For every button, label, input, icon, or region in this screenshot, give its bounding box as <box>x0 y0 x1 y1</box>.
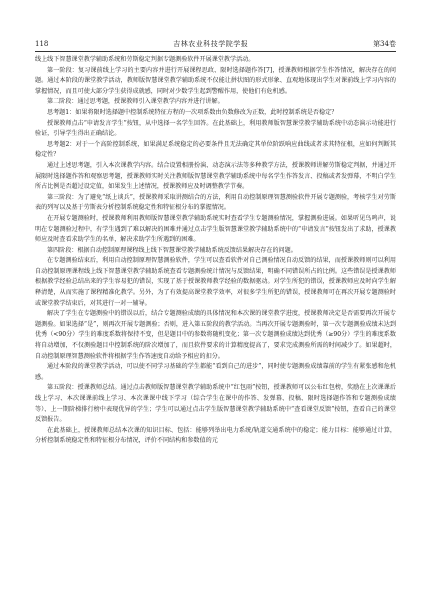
volume-label: 第34卷 <box>373 40 396 48</box>
journal-title: 吉林农业科技学院学报 <box>173 40 249 48</box>
paragraph: 授课教师点击“申请发言学生”按钮，从中选择一名学生回答。在此基础上，利用教师版智慧课堂教学辅助系统中动态演示功能进行验证，引导学生得出正确结论。 <box>35 119 396 138</box>
paragraph: 在专题测验结束后，利用自动控制原理智慧测验软件，学生可以查看软件对自己测验情况自动反馈的结果，而授课教师则可以利用自动控制原理课程线上线下智慧课堂教学辅助系统查看专题测验统计情况与反馈结果，明确不同错误所占的比例。这些错误是授课教师根据教学经验总结出来的学生容易犯的错误，实现了基于授课教师教学经验的数据驱动。对学生所犯的错误，授课教师应及时向学生解释清楚，从而实施了课程精准化教学。另外，为了有效提高课堂教学效率，对很多学生所犯的错误，授课教师可在再次开展专题测验时或课堂教学结束后，对其进行一对一辅导。 <box>35 257 396 307</box>
paragraph: 通过本阶段的课堂教学活动，可以使不同学习基础的学生都能“看到自己的进步”，同时使专题测验成绩靠前的学生有紧张感和危机感。 <box>35 363 396 381</box>
paragraph: 思考题2：对于一个高阶控制系统，如果满足系统稳定的必要条件且无法确定其单位阶跃响应曲线或者求其特征根，应如何判断其稳定性？ <box>35 140 396 159</box>
paragraph: 在开展专题测验时，授课教师利用教师版智慧课堂教学辅助系统实时查看学生专题测验情况，掌握测验进展。如果听见鸟鸣声，说明在专题测验过程中，有学生遇到了难以解决的困难并通过点击学生版智慧课堂教学辅助系统中的“申请发言”按钮发出了求助，授课教师应及时查看求助学生的名单，解决求助学生所遇到的困难。 <box>35 214 396 244</box>
paragraph: 解决了学生在专题测验中的错误以后，结合专题测验成绩的具体情况和本次课的课堂教学进度，授课教师决定是否需要再次开展专题测验。如果选择“是”，则再次开展专题测验；否则，进入第五阶段的教学活动。当再次开展专题测验时，第一次专题测验成绩未达到优秀（<90分）学生的难度系数将保持不变，但是题目中的参数将随机变化；第一次专题测验成绩达到优秀（≥90分）学生的难度系数将自动增加，不仅测验题目中控制系统的阶次增加了，而且软件要求的计算精度提高了，要求完成测验所需的时间减少了。如果超时，自动控制原理智慧测验软件将根据学生作答速度自动给予相应的扣分。 <box>35 310 396 360</box>
paragraph: 第四阶段：根据自动控制原理课程线上线下智慧课堂教学辅助系统反馈结果解决存在的问题。 <box>47 246 297 254</box>
paragraph: 思考题1：如果将限时选择题中控制系统特征方程的一次项系数由负数修改为正数，此时控制系统是否稳定？ <box>47 108 338 116</box>
paragraph: 线上线下智慧课堂教学辅助系统和劳斯稳定判据专题测验软件开展课堂教学活动。 <box>35 56 255 63</box>
paragraph: 第三阶段：为了避免“纸上谈兵”，授课教师采取讲测结合的方法，利用自动控制原理智慧测验软件开展专题测验，考核学生对劳斯表的列写以及基于劳斯表分析控制系统稳定性和特征根分布的掌握情况。 <box>35 193 396 212</box>
page-number: 118 <box>35 40 49 48</box>
paragraph: 第一阶段：复习课前线上学习的主要内容并进行开展课程思政、限时选择题作答[7]，授课教师根据学生作答情况，解决存在的问题。通过本阶段的课堂教学活动，教师版智慧课堂教学辅助系统不仅能让拼状图的形式形象、直观地体现出学生对课前线上学习内容的掌握情况，而且可使大部分学生获得成就感，同时对少数学生起到警醒作用，使他们有危机感。 <box>35 66 396 95</box>
paragraph: 第二阶段：通过思考题，授课教师引入课堂教学内容并进行讲解。 <box>47 98 224 106</box>
paragraph: 通过上述思考题，引入本次课教学内容。结合设置相册扮演、动态演示法等多种教学方法，授课教师讲解劳斯稳定判据，并通过开展限时选择题作答和观察思考题，授课教师实时关注教师版智慧课堂教学辅助系统中每名学生作答发言、投稿或者发弹幕，不明白学生所占比例是否超过设定值，如果发生上述情况，授课教师应及时调整教学节奏。 <box>35 161 396 191</box>
article-body <box>35 55 396 447</box>
paragraph: 第五阶段：授课教师总结。通过点击教师版智慧课堂教学辅助系统中“红包雨”按钮，授课教师可以公布红包榜，奖励在上次课课后线上学习、本次课课前线上学习、本次课课中线下学习（综合学生在课中的作答、发弹幕、投稿、限时选择题作答和专题测验成绩等）、上一期阶梯排行榜中表现优异的学生；学生可以通过点击学生版智慧课堂教学辅助系统中“查看课堂反馈”按钮，查看自己的课堂反馈报告。 <box>35 384 396 424</box>
running-header <box>35 40 396 52</box>
paragraph: 在此基础上，授课教师总结本次课的知识目标、包括：能够列举出电力系统/轨道交通系统中的稳定；能力目标：能够通过计算，分析控制系统稳定性和特征根分布情况，评价不同结构和参数值的元 <box>35 426 396 445</box>
